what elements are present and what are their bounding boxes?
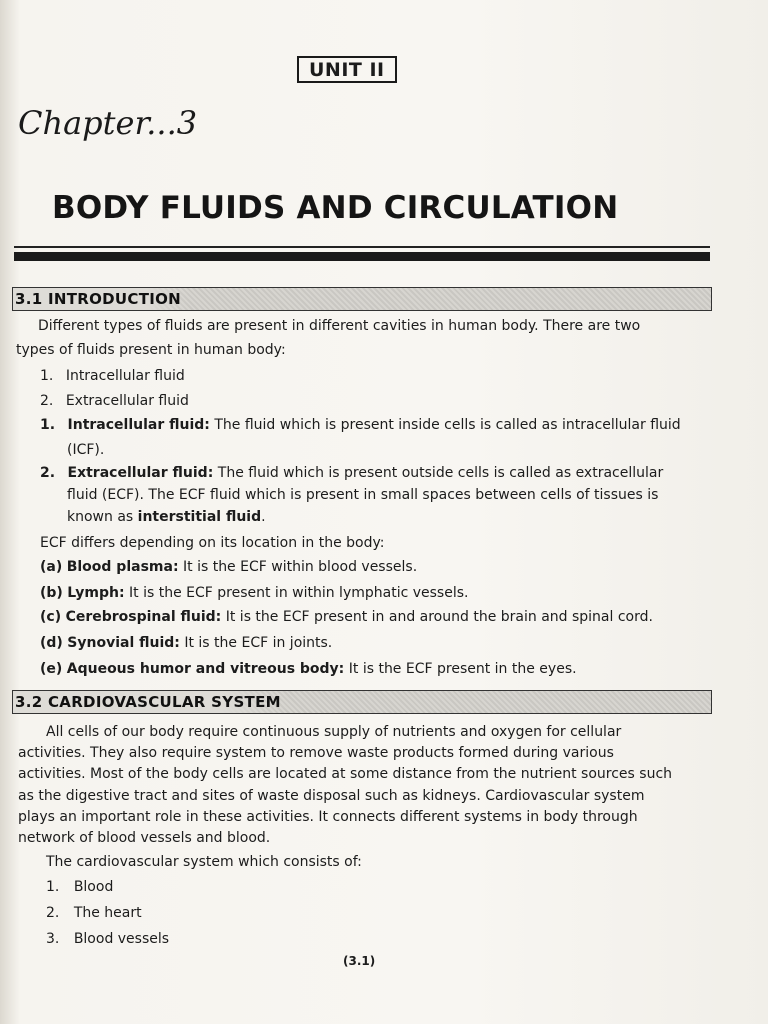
unit-label: UNIT II [297,56,397,83]
ecf-tag: (b) [40,585,63,601]
para-line: as the digestive tract and sites of waste disposal such as kidneys. Cardiovascular system [18,788,645,804]
para-line: network of blood vessels and blood. [18,830,271,846]
def-text: The fluid which is present outside cells is called as extracellular [213,465,664,481]
section-heading-cardiovascular [12,690,712,714]
list-item [40,391,189,411]
ecf-tag: (c) [40,609,62,625]
ecf-item [40,607,653,627]
ecf-item [40,659,577,679]
list-text: Intracellular fluid [65,368,185,384]
ecf-item [40,583,468,603]
ecf-text: It is the ECF present in and around the brain and spinal cord. [221,609,653,625]
intro-line-2: types of fluids present in human body: [16,342,286,358]
list-text: Blood vessels [73,931,170,947]
list-item [46,903,142,923]
ecf-term: Aqueous humor and vitreous body: [66,661,345,677]
chapter-label: Chapter...3 [18,104,198,142]
def-text: . [261,509,266,525]
list-text: Extracellular fluid [65,393,189,409]
para-line: All cells of our body require continuous supply of nutrients and oxygen for cellular [46,724,622,740]
list-num: 1. [40,368,54,384]
ecf-item [40,557,417,577]
ecf-item [40,633,332,653]
ecf-term: Synovial fluid: [67,635,180,651]
list-num: 2. [40,393,54,409]
list-num: 2. [46,905,60,921]
ecf-text: It is the ECF present in within lymphatic vessels. [124,585,469,601]
def-continuation [67,507,266,527]
ecf-tag: (a) [40,559,63,575]
def-continuation: fluid (ECF). The ECF fluid which is present in small spaces between cells of tissues is [67,487,659,503]
ecf-tag: (d) [40,635,63,651]
definition-ecf [40,463,663,483]
def-text: The fluid which is present inside cells is called as intracellular fluid [209,417,681,433]
title-rule-thin [14,246,710,248]
def-continuation: (ICF). [67,442,105,458]
list-item [46,929,169,949]
ecf-intro: ECF differs depending on its location in the body: [40,535,385,551]
section-heading-label: 3.2 CARDIOVASCULAR SYSTEM [13,691,289,713]
list-num: 3. [46,931,60,947]
def-text: known as [67,509,138,525]
list-num: 1. [46,879,60,895]
ecf-text: It is the ECF present in the eyes. [344,661,577,677]
def-term: Extracellular fluid: [67,465,214,481]
def-term-bold: interstitial fluid [137,509,262,525]
definition-icf [40,415,681,435]
ecf-text: It is the ECF in joints. [179,635,333,651]
list-item [46,877,113,897]
list-item [40,366,185,386]
ecf-tag: (e) [40,661,63,677]
page-number: (3.1) [343,954,376,968]
def-num: 1. [40,417,56,433]
ecf-term: Lymph: [67,585,125,601]
consists-line: The cardiovascular system which consists of: [46,854,362,870]
list-text: Blood [73,879,114,895]
para-line: activities. They also require system to remove waste products formed during various [18,745,614,761]
ecf-text: It is the ECF within blood vessels. [178,559,418,575]
list-text: The heart [73,905,142,921]
intro-line-1: Different types of fluids are present in different cavities in human body. There are two [38,318,641,334]
para-line: activities. Most of the body cells are located at some distance from the nutrient sources such [18,766,673,782]
section-heading-introduction [12,287,712,311]
section-heading-label: 3.1 INTRODUCTION [13,288,189,310]
para-line: plays an important role in these activities. It connects different systems in body through [18,809,638,825]
ecf-term: Cerebrospinal fluid: [65,609,222,625]
chapter-title: BODY FLUIDS AND CIRCULATION [52,190,619,226]
def-term: Intracellular fluid: [67,417,210,433]
title-rule-thick [14,252,710,261]
ecf-term: Blood plasma: [66,559,179,575]
def-num: 2. [40,465,56,481]
